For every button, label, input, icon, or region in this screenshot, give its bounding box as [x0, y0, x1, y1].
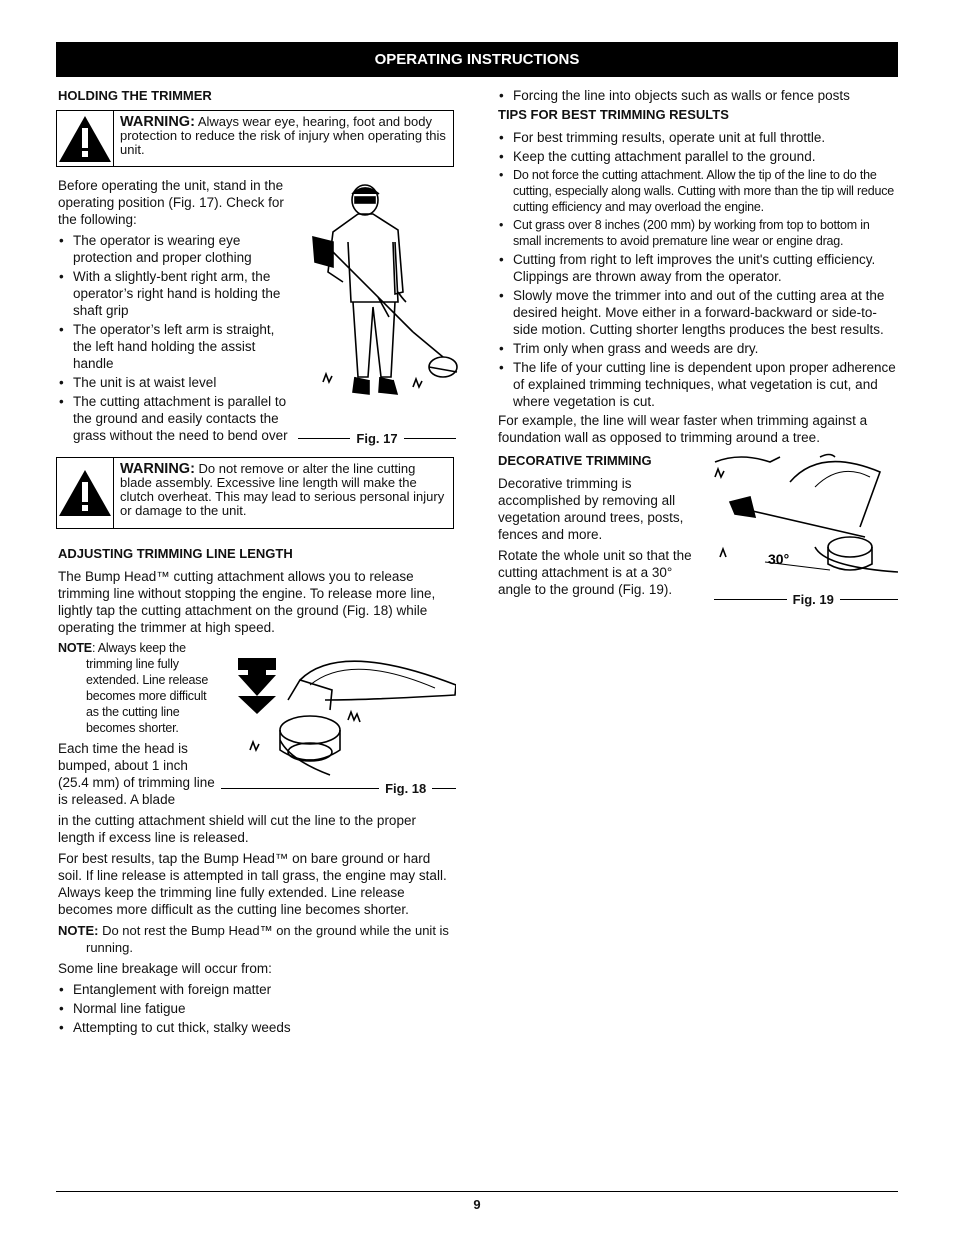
- section-title: OPERATING INSTRUCTIONS: [374, 51, 580, 68]
- warning-icon: [57, 111, 114, 166]
- fig18-label: Fig. 18: [221, 780, 456, 797]
- list-item: • Attempting to cut thick, stalky weeds: [58, 1019, 456, 1036]
- tips-heading: TIPS FOR BEST TRIMMING RESULTS: [498, 107, 729, 122]
- best-results-paragraph: For best results, tap the Bump Head™ on bare ground or hard soil. If line release is attempted in tall grass, the engine may stall. Always keep the trimming line fully extended. Line release becomes more difficult as the cutting line becomes shorter.: [58, 851, 447, 917]
- fig17-label: Fig. 17: [298, 430, 456, 447]
- list-item: • For best trimming results, operate unit at full throttle.: [498, 129, 898, 146]
- warning-box-2: [56, 457, 454, 529]
- right-column: [498, 87, 898, 607]
- bump-paragraph: Each time the head is bumped, about 1 inch (25.4 mm) of trimming line is released. A blade: [58, 741, 215, 807]
- warning-label: WARNING:: [120, 461, 195, 477]
- list-item: • The operator’s left arm is straight, the left hand holding the assist handle: [58, 321, 294, 372]
- breakage-list: [58, 981, 456, 1036]
- list-item: • Keep the cutting attachment parallel to the ground.: [498, 148, 898, 165]
- list-item: • Cut grass over 8 inches (200 mm) by working from top to bottom in small increments to avoid premature line wear or engine drag.: [498, 217, 898, 249]
- decorative-paragraph: Decorative trimming is accomplished by removing all vegetation around trees, posts, fences and more.: [498, 476, 684, 542]
- holding-intro: Before operating the unit, stand in the operating position (Fig. 17). Check for the following:: [58, 178, 284, 227]
- adjusting-heading: ADJUSTING TRIMMING LINE LENGTH: [58, 546, 293, 561]
- list-item: • Normal line fatigue: [58, 1000, 456, 1017]
- list-item: • Slowly move the trimmer into and out of the cutting area at the desired height. Move either in a forward-backward or side-to-side motion. Cutting shorter lengths produces the best results.: [498, 287, 898, 338]
- footer-divider: [56, 1191, 898, 1192]
- list-item: • Do not force the cutting attachment. Allow the tip of the line to do the cutting, especially along walls. Cutting with more than the tip will reduce cutting efficiency and may overload the engine.: [498, 167, 898, 215]
- rotate-paragraph: Rotate the whole unit so that the cutting attachment is at a 30° angle to the ground (Fig. 19).: [498, 548, 692, 597]
- holding-section: [58, 177, 456, 447]
- list-item: • Cutting from right to left improves the unit's cutting efficiency. Clippings are thrown away from the operator.: [498, 251, 898, 285]
- list-item: • The operator is wearing eye protection and proper clothing: [58, 232, 294, 266]
- left-column: [58, 87, 456, 1038]
- bump-paragraph-continued: in the cutting attachment shield will cut the line to the proper length if excess line is released.: [58, 813, 416, 845]
- bump-head-illustration: [230, 640, 456, 780]
- decorative-heading: DECORATIVE TRIMMING: [498, 453, 652, 468]
- breakage-intro: Some line breakage will occur from:: [58, 961, 272, 976]
- list-item: • The life of your cutting line is dependent upon proper adherence of explained trimming techniques, what vegetation is cut, and where vegetation is cut.: [498, 359, 898, 410]
- warning-text: Do not remove or alter the line cutting blade assembly. Excessive line length will make the clutch overheat. This may lead to serious personal injury or damage to the unit.: [120, 461, 445, 518]
- holding-heading: HOLDING THE TRIMMER: [58, 88, 212, 103]
- holding-list: [58, 232, 294, 444]
- list-item: • With a slightly-bent right arm, the operator’s right hand is holding the shaft grip: [58, 268, 294, 319]
- fig19-label: Fig. 19: [714, 591, 898, 608]
- list-item: • Forcing the line into objects such as walls or fence posts: [498, 87, 898, 104]
- list-item: • The unit is at waist level: [58, 374, 294, 391]
- example-paragraph: For example, the line will wear faster when trimming against a foundation wall as opposed to trimming around a tree.: [498, 413, 868, 445]
- list-item: • Entanglement with foreign matter: [58, 981, 456, 998]
- warning-box-1: [56, 110, 454, 167]
- adjusting-note: NOTE: Always keep the trimming line fully extended. Line release becomes more difficult as the cutting line becomes shorter.: [58, 641, 209, 735]
- warning-label: WARNING:: [120, 114, 195, 130]
- page-number: 9: [473, 1197, 481, 1212]
- angle-label: 30°: [768, 551, 790, 567]
- tips-list: [498, 129, 898, 410]
- section-header: [56, 42, 898, 77]
- operator-illustration: [303, 182, 458, 417]
- rest-note: NOTE: Do not rest the Bump Head™ on the ground while the unit is running.: [58, 923, 449, 955]
- warning-text: Always wear eye, hearing, foot and body protection to reduce the risk of injury when operating this unit.: [120, 114, 446, 157]
- adjusting-paragraph: The Bump Head™ cutting attachment allows you to release trimming line without stopping the engine. To release more line, lightly tap the cutting attachment on the ground (Fig. 18) while operating the trimmer at high speed.: [58, 569, 436, 635]
- warning-icon: [57, 458, 114, 528]
- decorative-trimming-illustration: [710, 452, 898, 582]
- list-item: • Trim only when grass and weeds are dry.: [498, 340, 898, 357]
- list-item: • The cutting attachment is parallel to the ground and easily contacts the grass without the need to bend over: [58, 393, 294, 444]
